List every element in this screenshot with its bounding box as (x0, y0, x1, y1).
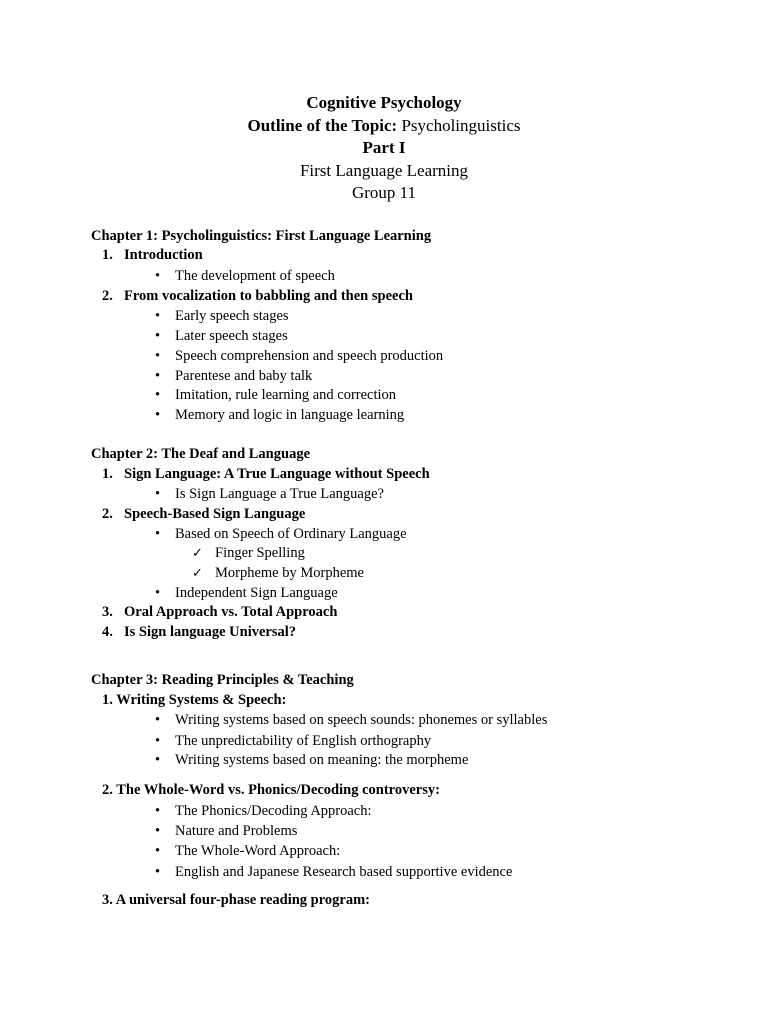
bullet-icon: • (155, 486, 161, 502)
section-title: 2. The Whole-Word vs. Phonics/Decoding controversy: (102, 782, 440, 798)
chapter-2-title: Chapter 2: The Deaf and Language (91, 446, 311, 462)
bullet-icon: • (155, 268, 161, 284)
section-title: Is Sign language Universal? (124, 624, 297, 640)
list-item: • English and Japanese Research based supportive evidence (155, 864, 513, 880)
bullet-icon: • (155, 526, 161, 542)
list-item: • Later speech stages (155, 328, 288, 344)
list-item: • The unpredictability of English orthography (155, 733, 432, 749)
outline-topic: Psycholinguistics (401, 115, 521, 135)
chapter-1-title: Chapter 1: Psycholinguistics: First Language Learning (91, 228, 432, 244)
bullet-icon: • (155, 387, 161, 403)
list-item: • Writing systems based on meaning: the morpheme (155, 752, 469, 768)
bullet-icon: • (155, 823, 161, 839)
chapter-3-title: Chapter 3: Reading Principles & Teaching (91, 672, 354, 688)
section-title: Sign Language: A True Language without Speech (124, 466, 430, 482)
bullet-icon: • (155, 308, 161, 324)
checklist-item: ✓ Finger Spelling (192, 545, 305, 561)
section-title: 3. A universal four-phase reading program: (102, 892, 370, 908)
list-item: • Early speech stages (155, 308, 289, 324)
bullet-icon: • (155, 733, 161, 749)
part-title: Part I (362, 138, 406, 157)
list-item: • Writing systems based on speech sounds: phonemes or syllables (155, 712, 548, 728)
list-item: • Is Sign Language a True Language? (155, 486, 384, 502)
section-number: 3. (102, 604, 113, 620)
list-item: • Nature and Problems (155, 823, 298, 839)
bullet-icon: • (155, 368, 161, 384)
bullet-icon: • (155, 843, 161, 859)
list-item: • Parentese and baby talk (155, 368, 313, 384)
section-title: Speech-Based Sign Language (124, 506, 306, 522)
list-item: • The Whole-Word Approach: (155, 843, 341, 859)
section-number: 2. (102, 288, 113, 304)
list-item: • Based on Speech of Ordinary Language (155, 526, 407, 542)
list-item: • Independent Sign Language (155, 585, 338, 601)
bullet-icon: • (155, 407, 161, 423)
bullet-icon: • (155, 803, 161, 819)
list-item: • The Phonics/Decoding Approach: (155, 803, 372, 819)
bullet-icon: • (155, 585, 161, 601)
check-icon: ✓ (192, 546, 203, 561)
section-title: Introduction (124, 247, 203, 263)
section-title: Oral Approach vs. Total Approach (124, 604, 338, 620)
section-number: 1. (102, 466, 113, 482)
outline-line (0, 115, 768, 138)
course-title: Cognitive Psychology (306, 93, 462, 112)
section-number: 2. (102, 506, 113, 522)
bullet-icon: • (155, 864, 161, 880)
subtitle: First Language Learning (299, 160, 469, 180)
bullet-icon: • (155, 348, 161, 364)
list-item: • Memory and logic in language learning (155, 407, 405, 423)
list-item: • The development of speech (155, 268, 335, 284)
list-item: • Imitation, rule learning and correction (155, 387, 397, 403)
outline-label: Outline of the Topic: (247, 115, 398, 135)
checklist-item: ✓ Morpheme by Morpheme (192, 565, 364, 581)
check-icon: ✓ (192, 566, 203, 581)
section-title: 1. Writing Systems & Speech: (102, 692, 287, 708)
document-header (0, 92, 768, 205)
section-title: From vocalization to babbling and then speech (124, 288, 413, 304)
section-number: 4. (102, 624, 113, 640)
list-item: • Speech comprehension and speech production (155, 348, 444, 364)
group-label: Group 11 (351, 183, 417, 202)
bullet-icon: • (155, 752, 161, 768)
bullet-icon: • (155, 712, 161, 728)
section-number: 1. (102, 247, 113, 263)
bullet-icon: • (155, 328, 161, 344)
